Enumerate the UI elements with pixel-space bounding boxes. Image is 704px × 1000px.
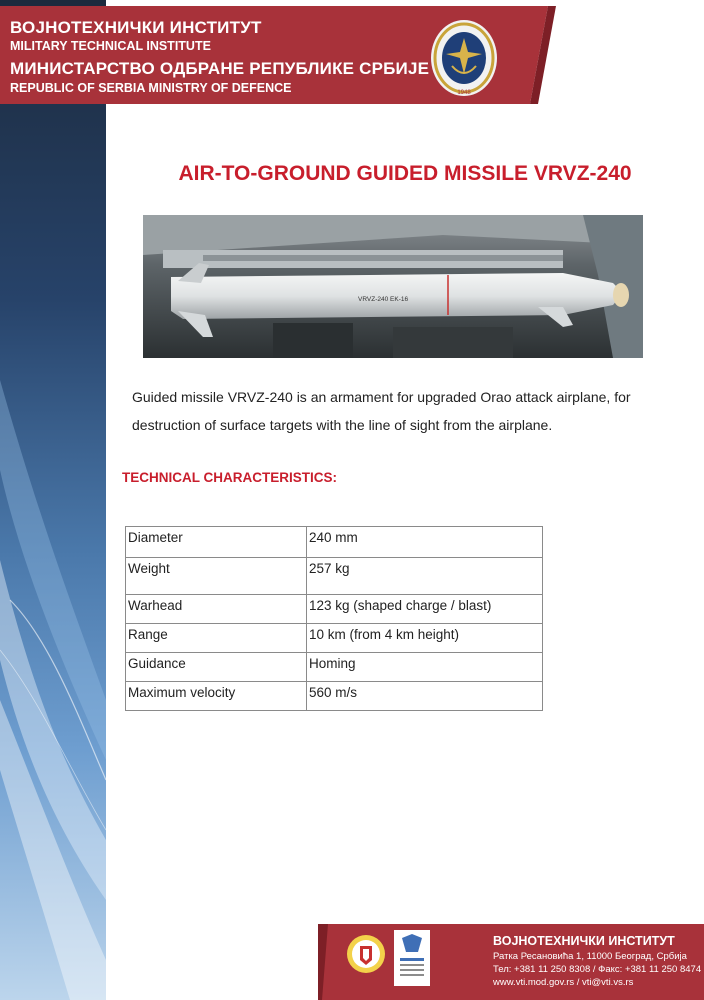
table-row <box>126 682 543 711</box>
header-banner <box>0 6 560 104</box>
institute-name-cyrillic: ВОЈНОТЕХНИЧКИ ИНСТИТУТ <box>10 18 262 37</box>
missile-marking: VRVZ-240 EK-16 <box>358 296 409 303</box>
spec-label: Weight <box>126 558 307 595</box>
spec-value: 123 kg (shaped charge / blast) <box>307 595 543 624</box>
footer-website-link[interactable]: www.vti.mod.gov.rs / vti@vti.vs.rs <box>493 977 634 988</box>
missile-image <box>143 215 643 358</box>
table-row <box>126 653 543 682</box>
spec-value: 257 kg <box>307 558 543 595</box>
spec-label: Guidance <box>126 653 307 682</box>
spec-label: Warhead <box>126 595 307 624</box>
missile-photo <box>143 215 643 358</box>
institute-name-english: MILITARY TECHNICAL INSTITUTE <box>10 39 211 53</box>
emblem-year: 1948 <box>457 90 471 96</box>
table-row <box>126 527 543 558</box>
accreditation-logo-icon <box>394 930 430 986</box>
intro-paragraph: Guided missile VRVZ-240 is an armament for upgraded Orao attack airplane, for destruction of surface targets with the line of sight from the airplane. <box>132 389 631 433</box>
spec-value: 560 m/s <box>307 682 543 711</box>
spec-value: Homing <box>307 653 543 682</box>
footer-band <box>318 924 704 1000</box>
ministry-name-cyrillic: МИНИСТАРСТВО ОДБРАНЕ РЕПУБЛИКЕ СРБИЈЕ <box>10 59 430 78</box>
table-row <box>126 558 543 595</box>
institute-emblem-icon <box>430 18 498 98</box>
specs-table <box>125 526 543 711</box>
spec-value: 10 km (from 4 km height) <box>307 624 543 653</box>
page-title: AIR-TO-GROUND GUIDED MISSILE VRVZ-240 <box>178 162 632 185</box>
table-row <box>126 624 543 653</box>
table-row <box>126 595 543 624</box>
footer-phone: Тел: +381 11 250 8308 / Факс: +381 11 250 8474 <box>493 964 702 975</box>
side-decoration <box>0 0 106 1000</box>
technical-characteristics-heading: TECHNICAL CHARACTERISTICS: <box>122 470 337 485</box>
footer-institute-name: ВОЈНОТЕХНИЧКИ ИНСТИТУТ <box>493 934 675 948</box>
spec-value: 240 mm <box>307 527 543 558</box>
footer-address: Ратка Ресановића 1, 11000 Београд, Србија <box>493 951 687 962</box>
spec-label: Diameter <box>126 527 307 558</box>
side-light-streaks <box>0 0 106 1000</box>
spec-label: Range <box>126 624 307 653</box>
ministry-name-english: REPUBLIC OF SERBIA MINISTRY OF DEFENCE <box>10 81 292 95</box>
spec-label: Maximum velocity <box>126 682 307 711</box>
certification-seal-icon <box>346 932 386 980</box>
